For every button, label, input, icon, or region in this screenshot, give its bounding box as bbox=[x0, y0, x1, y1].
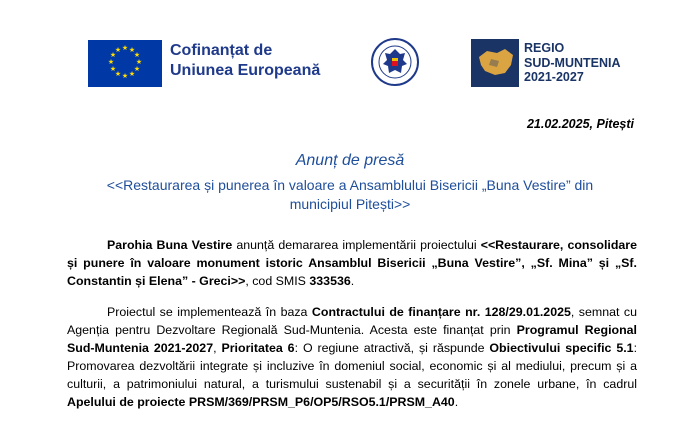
p1-text: anunță demararea implementării proiectului bbox=[232, 238, 481, 252]
regio-line2: SUD-MUNTENIA bbox=[524, 55, 621, 70]
eu-cofinanced-label bbox=[170, 41, 320, 81]
svg-text:★: ★ bbox=[114, 46, 122, 54]
regio-line3: 2021-2027 bbox=[524, 70, 584, 84]
p2-text: : Promovarea dezvoltării integrate și incluzive în domeniul social, economic și al mediului, precum și a culturii, a patrimoniului natural, a turismului sustenabil și a securității în zonele urbane, în cadrul bbox=[67, 341, 638, 391]
p2-bold-call: Apelului de proiecte PRSM/369/PRSM_P6/OP5/RSO5.1/PRSM_A40 bbox=[67, 395, 455, 409]
eu-label-line1: Cofinanțat de bbox=[170, 42, 273, 59]
regio-program-label bbox=[524, 41, 621, 85]
p1-bold-smis: 333536 bbox=[309, 274, 351, 288]
eu-label-line2: Uniunea Europeană bbox=[170, 62, 321, 79]
svg-text:★: ★ bbox=[121, 44, 129, 52]
p2-text: : O regiune atractivă, și răspunde bbox=[294, 341, 490, 355]
p2-bold-objective: Obiectivului specific 5.1 bbox=[489, 341, 634, 355]
paragraph-2 bbox=[67, 303, 637, 411]
page-title: Anunț de presă bbox=[295, 152, 405, 169]
header-logos bbox=[0, 36, 700, 88]
p1-bold-beneficiary: Parohia Buna Vestire bbox=[107, 238, 233, 252]
svg-text:★: ★ bbox=[133, 51, 141, 59]
svg-text:★: ★ bbox=[128, 46, 136, 54]
p1-text: . bbox=[350, 274, 355, 288]
p2-text: Proiectul se implementează în baza bbox=[107, 305, 312, 319]
p1-text: , cod SMIS bbox=[245, 274, 310, 288]
svg-text:★: ★ bbox=[114, 70, 122, 78]
svg-text:★: ★ bbox=[121, 72, 129, 80]
document-body bbox=[67, 236, 637, 424]
p2-text: , bbox=[213, 341, 222, 355]
romanian-government-logo bbox=[370, 36, 420, 92]
paragraph-1 bbox=[67, 236, 637, 290]
document-date: 21.02.2025, Pitești bbox=[526, 117, 634, 131]
svg-text:★: ★ bbox=[107, 58, 115, 66]
regio-line1: REGIO bbox=[524, 41, 565, 55]
p2-text: , semnat cu Agenția pentru Dezvoltare Regională Sud-Muntenia. Acesta este finanțat prin bbox=[67, 305, 637, 337]
project-subtitle: <<Restaurarea și punerea în valoare a Ansamblului Bisericii „Buna Vestire” din municipiul Pitești>> bbox=[106, 177, 594, 212]
p2-bold-program: Programul Regional Sud-Muntenia 2021-2027 bbox=[67, 323, 637, 355]
svg-text:★: ★ bbox=[109, 51, 117, 59]
regio-map-icon bbox=[471, 39, 519, 87]
svg-text:★: ★ bbox=[109, 65, 117, 73]
svg-text:★: ★ bbox=[135, 58, 143, 66]
p2-bold-contract: Contractului de finanțare nr. 128/29.01.2025 bbox=[311, 305, 571, 319]
svg-text:★: ★ bbox=[133, 65, 141, 73]
p2-text: . bbox=[454, 395, 459, 409]
eu-flag-icon bbox=[88, 40, 162, 87]
p1-bold-project: <<Restaurare, consolidare și punere în valoare monument istoric Ansamblul Bisericii „Buna Vestire”, „Sf. Mina” și „Sf. Constantin și Elena” - Greci>> bbox=[67, 238, 637, 288]
svg-text:★: ★ bbox=[128, 70, 136, 78]
p2-bold-priority: Prioritatea 6 bbox=[221, 341, 295, 355]
